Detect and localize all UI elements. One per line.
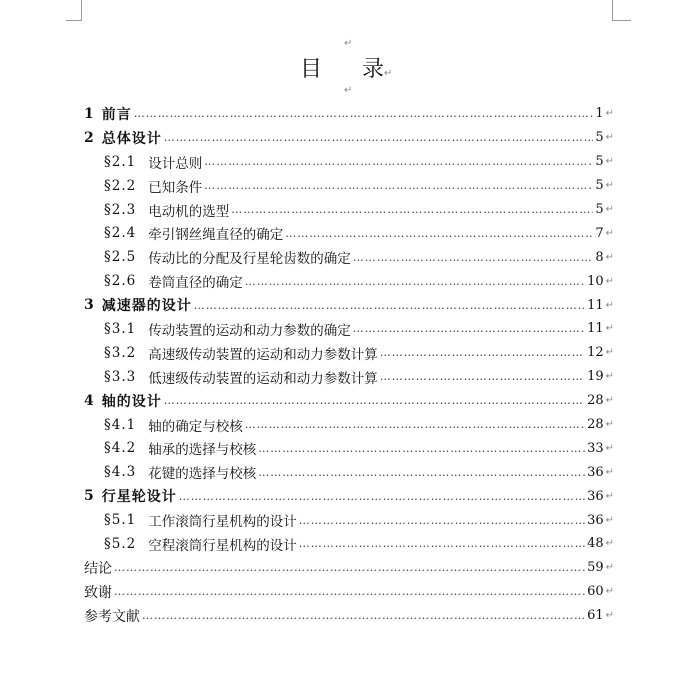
toc-entry[interactable] bbox=[84, 389, 614, 413]
dot-leader bbox=[245, 418, 585, 431]
toc-entry-number: §2.2 bbox=[104, 177, 137, 194]
paragraph-mark: ↵ bbox=[605, 323, 614, 335]
paragraph-mark: ↵ bbox=[605, 562, 614, 574]
paragraph-mark: ↵ bbox=[605, 610, 614, 622]
dot-leader bbox=[114, 585, 585, 598]
page-corner-mark-left bbox=[66, 0, 82, 21]
paragraph-mark: ↵ bbox=[605, 586, 614, 598]
dot-leader bbox=[353, 251, 594, 264]
toc-entry[interactable] bbox=[84, 556, 614, 580]
paragraph-mark: ↵ bbox=[605, 204, 614, 215]
toc-entry-number: §3.3 bbox=[104, 368, 137, 385]
toc-entry-number: §2.5 bbox=[104, 249, 137, 266]
toc-entry-page: 1 bbox=[595, 106, 604, 122]
toc-entry-label: 致谢 bbox=[84, 584, 112, 601]
paragraph-mark: ↵ bbox=[605, 490, 614, 502]
paragraph-mark: ↵ bbox=[605, 442, 614, 454]
toc-entry[interactable] bbox=[84, 102, 614, 126]
toc-entry[interactable] bbox=[84, 580, 614, 604]
toc-entry[interactable] bbox=[84, 341, 614, 365]
toc-entry-number: §3.1 bbox=[104, 320, 137, 337]
toc-entry-label: 减速器的设计 bbox=[101, 298, 192, 315]
toc-entry-label: 低速级传动装置的运动和动力参数计算 bbox=[148, 370, 378, 387]
paragraph-mark: ↵ bbox=[605, 466, 614, 478]
toc-entry-number: §2.6 bbox=[104, 273, 137, 290]
toc-entry-label: 花键的选择与校核 bbox=[148, 466, 257, 483]
toc-entry-page: 48 bbox=[587, 536, 604, 552]
dot-leader bbox=[258, 442, 585, 455]
paragraph-mark: ↵ bbox=[605, 132, 614, 144]
dot-leader bbox=[204, 179, 593, 192]
toc-entry-label: 牵引钢丝绳直径的确定 bbox=[148, 227, 284, 244]
dot-leader bbox=[142, 609, 585, 622]
toc-entry-page: 19 bbox=[587, 369, 604, 385]
dot-leader bbox=[245, 275, 585, 288]
toc-entry-label: 轴承的选择与校核 bbox=[148, 442, 257, 459]
toc-entry[interactable] bbox=[84, 245, 614, 269]
toc-entry-label: 工作滚筒行星机构的设计 bbox=[148, 514, 297, 531]
toc-entry-label: 已知条件 bbox=[148, 179, 203, 196]
toc-entry[interactable] bbox=[84, 198, 614, 222]
toc-entry-page: 28 bbox=[587, 393, 604, 409]
toc-entry-page: 61 bbox=[587, 608, 604, 624]
paragraph-mark: ↵ bbox=[605, 395, 614, 407]
toc-entry-page: 12 bbox=[587, 345, 604, 361]
toc-entry-label: 轴的确定与校核 bbox=[148, 418, 243, 435]
toc-entry[interactable] bbox=[84, 604, 614, 628]
toc-entry-page: 11 bbox=[587, 321, 604, 337]
toc-entry-page: 7 bbox=[595, 225, 604, 241]
toc-entry-label: 前言 bbox=[101, 106, 132, 123]
dot-leader bbox=[164, 131, 594, 144]
toc-entry[interactable] bbox=[84, 436, 614, 460]
toc-entry[interactable] bbox=[84, 126, 614, 150]
toc-entry-page: 5 bbox=[595, 154, 604, 170]
paragraph-mark: ↵ bbox=[605, 514, 614, 526]
toc-entry-number: 5 bbox=[84, 488, 94, 505]
paragraph-mark: ↵ bbox=[605, 108, 614, 120]
toc-entry[interactable] bbox=[84, 365, 614, 389]
toc-entry-label: 总体设计 bbox=[101, 130, 162, 147]
toc-entry-page: 36 bbox=[587, 512, 604, 528]
toc-entry-number: §2.3 bbox=[104, 201, 137, 218]
toc-entry[interactable] bbox=[84, 317, 614, 341]
toc-entry-number: §4.1 bbox=[104, 416, 137, 433]
page-corner-mark-right bbox=[612, 0, 631, 21]
dot-leader bbox=[164, 394, 585, 407]
title-char-1: 目 bbox=[300, 57, 323, 82]
toc-entry-number: §4.3 bbox=[104, 464, 137, 481]
dot-leader bbox=[179, 490, 585, 503]
dot-leader bbox=[204, 155, 593, 168]
toc-entry-page: 36 bbox=[587, 464, 604, 480]
toc-entry-number: §5.1 bbox=[104, 512, 137, 529]
toc-entry[interactable] bbox=[84, 508, 614, 532]
dot-leader bbox=[194, 299, 585, 312]
paragraph-mark: ↵ bbox=[605, 538, 614, 550]
paragraph-mark: ↵ bbox=[605, 251, 614, 263]
toc-entry-label: 空程滚筒行星机构的设计 bbox=[148, 537, 297, 554]
toc-entry-number: §4.2 bbox=[104, 440, 137, 457]
toc-entry[interactable] bbox=[84, 221, 614, 245]
toc-entry[interactable] bbox=[84, 269, 614, 293]
paragraph-mark: ↵ bbox=[605, 156, 614, 168]
dot-leader bbox=[380, 370, 585, 383]
toc-entry[interactable] bbox=[84, 150, 614, 174]
paragraph-mark: ↵ bbox=[344, 85, 353, 96]
toc-entry-label: 传动比的分配及行星轮齿数的确定 bbox=[148, 251, 351, 268]
toc-entry-number: §5.2 bbox=[104, 535, 137, 552]
dot-leader bbox=[353, 322, 585, 335]
toc-entry-page: 59 bbox=[587, 560, 604, 576]
toc-entry-label: 传动装置的运动和动力参数的确定 bbox=[148, 322, 351, 339]
toc-entry[interactable] bbox=[84, 293, 614, 317]
paragraph-mark: ↵ bbox=[344, 38, 353, 49]
toc-entry-number: §2.4 bbox=[104, 225, 137, 242]
dot-leader bbox=[114, 561, 585, 574]
page-title bbox=[300, 52, 392, 83]
paragraph-mark: ↵ bbox=[605, 371, 614, 383]
toc-entry-number: 1 bbox=[84, 105, 94, 122]
toc-entry[interactable] bbox=[84, 174, 614, 198]
toc-entry-page: 28 bbox=[587, 417, 604, 433]
toc-entry-page: 36 bbox=[587, 488, 604, 504]
toc-entry[interactable] bbox=[84, 413, 614, 437]
toc-entry-number: 3 bbox=[84, 297, 94, 314]
dot-leader bbox=[380, 346, 585, 359]
dot-leader bbox=[285, 227, 593, 240]
toc-entry-label: 设计总则 bbox=[148, 155, 203, 172]
toc-entry-number: §3.2 bbox=[104, 344, 137, 361]
paragraph-mark: ↵ bbox=[605, 275, 614, 287]
toc-entry-label: 轴的设计 bbox=[101, 393, 162, 410]
dot-leader bbox=[231, 203, 593, 216]
toc-entry-page: 11 bbox=[587, 297, 604, 313]
toc-entry-label: 卷筒直径的确定 bbox=[148, 275, 243, 292]
toc-entry-label: 高速级传动装置的运动和动力参数计算 bbox=[148, 346, 378, 363]
toc-entry[interactable] bbox=[84, 532, 614, 556]
toc-entry-page: 5 bbox=[595, 178, 604, 194]
paragraph-mark: ↵ bbox=[605, 227, 614, 239]
toc-entry-number: 2 bbox=[84, 129, 94, 146]
toc-entry-label: 电动机的选型 bbox=[148, 203, 230, 220]
toc-entry[interactable] bbox=[84, 484, 614, 508]
toc-entry-page: 33 bbox=[587, 440, 604, 456]
toc-entry-label: 参考文献 bbox=[84, 608, 140, 625]
toc-entry-page: 10 bbox=[587, 273, 604, 289]
toc-entry-page: 8 bbox=[595, 249, 604, 265]
toc-entry-page: 60 bbox=[587, 584, 604, 600]
paragraph-mark: ↵ bbox=[605, 180, 614, 192]
toc-entry-page: 5 bbox=[595, 202, 604, 217]
toc-entry-number: §2.1 bbox=[104, 153, 137, 170]
toc-entry-page: 5 bbox=[595, 130, 604, 146]
paragraph-mark: ↵ bbox=[605, 347, 614, 359]
paragraph-mark: ↵ bbox=[384, 68, 393, 79]
table-of-contents bbox=[84, 102, 614, 628]
paragraph-mark: ↵ bbox=[605, 299, 614, 311]
dot-leader bbox=[258, 466, 585, 479]
dot-leader bbox=[299, 514, 585, 527]
toc-entry[interactable] bbox=[84, 460, 614, 484]
toc-entry-number: 4 bbox=[84, 392, 94, 409]
dot-leader bbox=[299, 537, 585, 550]
paragraph-mark: ↵ bbox=[605, 419, 614, 431]
toc-entry-label: 结论 bbox=[84, 560, 112, 577]
title-char-2: 录 bbox=[362, 57, 385, 82]
dot-leader bbox=[134, 107, 594, 120]
toc-entry-label: 行星轮设计 bbox=[101, 489, 177, 506]
